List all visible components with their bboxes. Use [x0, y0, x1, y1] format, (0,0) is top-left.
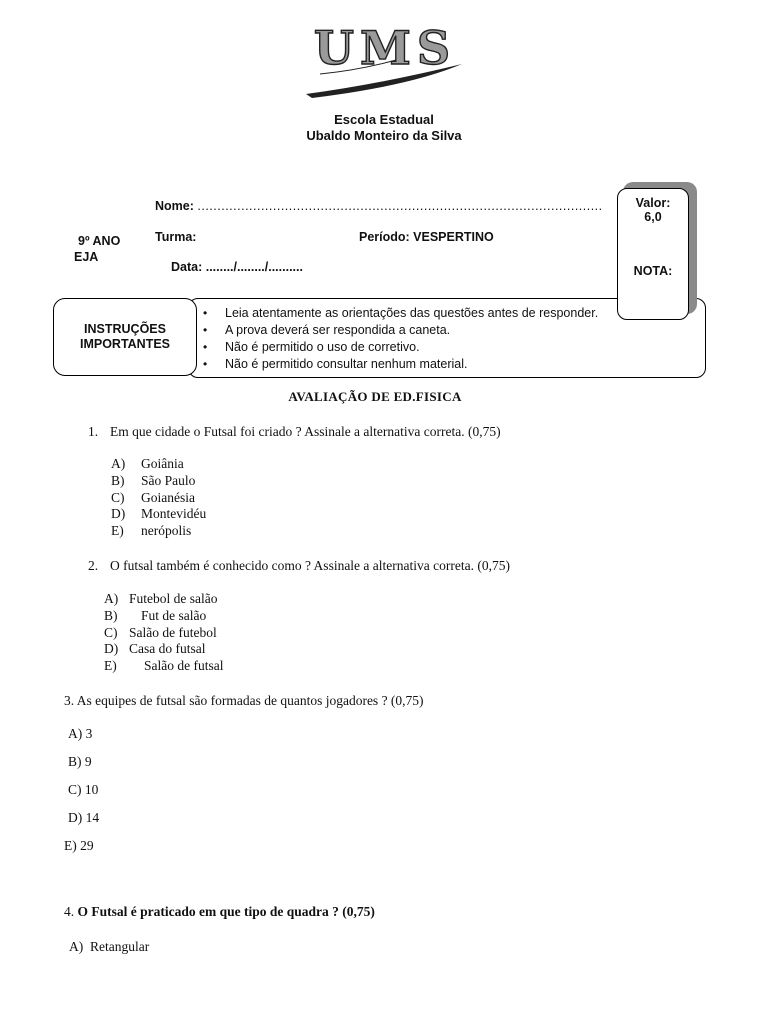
name-field[interactable]	[155, 199, 603, 213]
instructions-label	[53, 298, 197, 376]
date-field[interactable]: Data: ......../......../..........	[171, 260, 303, 274]
group-label: EJA	[74, 250, 99, 264]
question-2	[88, 558, 510, 574]
question-2-options	[104, 591, 223, 675]
option-c[interactable]: C) Goianésia	[111, 489, 195, 505]
class-field[interactable]: Turma:	[155, 230, 197, 244]
question-number: 1.	[88, 424, 99, 439]
grade-label: 9º ANO	[78, 234, 121, 248]
question-text: O Futsal é praticado em que tipo de quadra ? (0,75)	[77, 904, 375, 919]
option-c[interactable]: C) 10	[68, 782, 99, 797]
valor-label: Valor:	[635, 196, 671, 210]
question-1-options	[111, 456, 206, 540]
instructions-label-line1: INSTRUÇÕES	[84, 322, 166, 336]
question-4	[64, 904, 375, 920]
question-number: 2.	[88, 558, 99, 573]
question-text: Em que cidade o Futsal foi criado ? Assinale a alternativa correta. (0,75)	[110, 424, 501, 439]
period-label: Período: VESPERTINO	[359, 230, 494, 244]
valor-value: 6,0	[644, 210, 662, 224]
exam-title: AVALIAÇÃO DE ED.FISICA	[288, 389, 462, 404]
option-c[interactable]: C) Salão de futebol	[104, 624, 217, 640]
school-name-line1: Escola Estadual	[334, 112, 434, 127]
option-b[interactable]: B) Fut de salão	[104, 607, 207, 623]
option-d[interactable]: D) 14	[68, 810, 100, 825]
nota-label[interactable]: NOTA:	[633, 264, 673, 278]
name-label: Nome:	[155, 199, 194, 213]
question-number: 3.	[64, 693, 75, 708]
option-e[interactable]: E) 29	[64, 838, 94, 853]
school-logo	[300, 14, 470, 106]
option-a[interactable]: A) Retangular	[69, 939, 150, 954]
logo-lettering: UMS	[313, 21, 457, 75]
instructions-label-line2: IMPORTANTES	[79, 337, 171, 351]
option-a[interactable]: A) 3	[68, 726, 93, 741]
value-box	[617, 188, 689, 320]
question-text: As equipes de futsal são formadas de quantos jogadores ? (0,75)	[76, 693, 424, 708]
instruction-item: • Leia atentamente as orientações das questões antes de responder.	[225, 305, 705, 322]
option-b[interactable]: B) 9	[68, 754, 92, 769]
name-dots: ......................................................................................................	[197, 199, 603, 213]
option-b[interactable]: B) São Paulo	[111, 472, 196, 488]
option-a[interactable]: A) Futebol de salão	[104, 591, 218, 606]
option-e[interactable]: E) Salão de futsal	[104, 658, 224, 674]
option-e[interactable]: E) nerópolis	[111, 523, 192, 539]
option-a[interactable]: A) Goiânia	[111, 456, 184, 471]
question-number: 4.	[64, 904, 75, 919]
instruction-item: • Não é permitido consultar nenhum material.	[225, 356, 705, 373]
question-text: O futsal também é conhecido como ? Assinale a alternativa correta. (0,75)	[110, 558, 510, 573]
instruction-item: • A prova deverá ser respondida a caneta.	[225, 322, 705, 339]
option-d[interactable]: D) Casa do futsal	[104, 641, 206, 657]
option-d[interactable]: D) Montevidéu	[111, 506, 207, 522]
question-3	[64, 693, 424, 709]
school-name-line2: Ubaldo Monteiro da Silva	[306, 128, 462, 143]
question-1	[88, 424, 501, 440]
instruction-item: • Não é permitido o uso de corretivo.	[225, 339, 705, 356]
